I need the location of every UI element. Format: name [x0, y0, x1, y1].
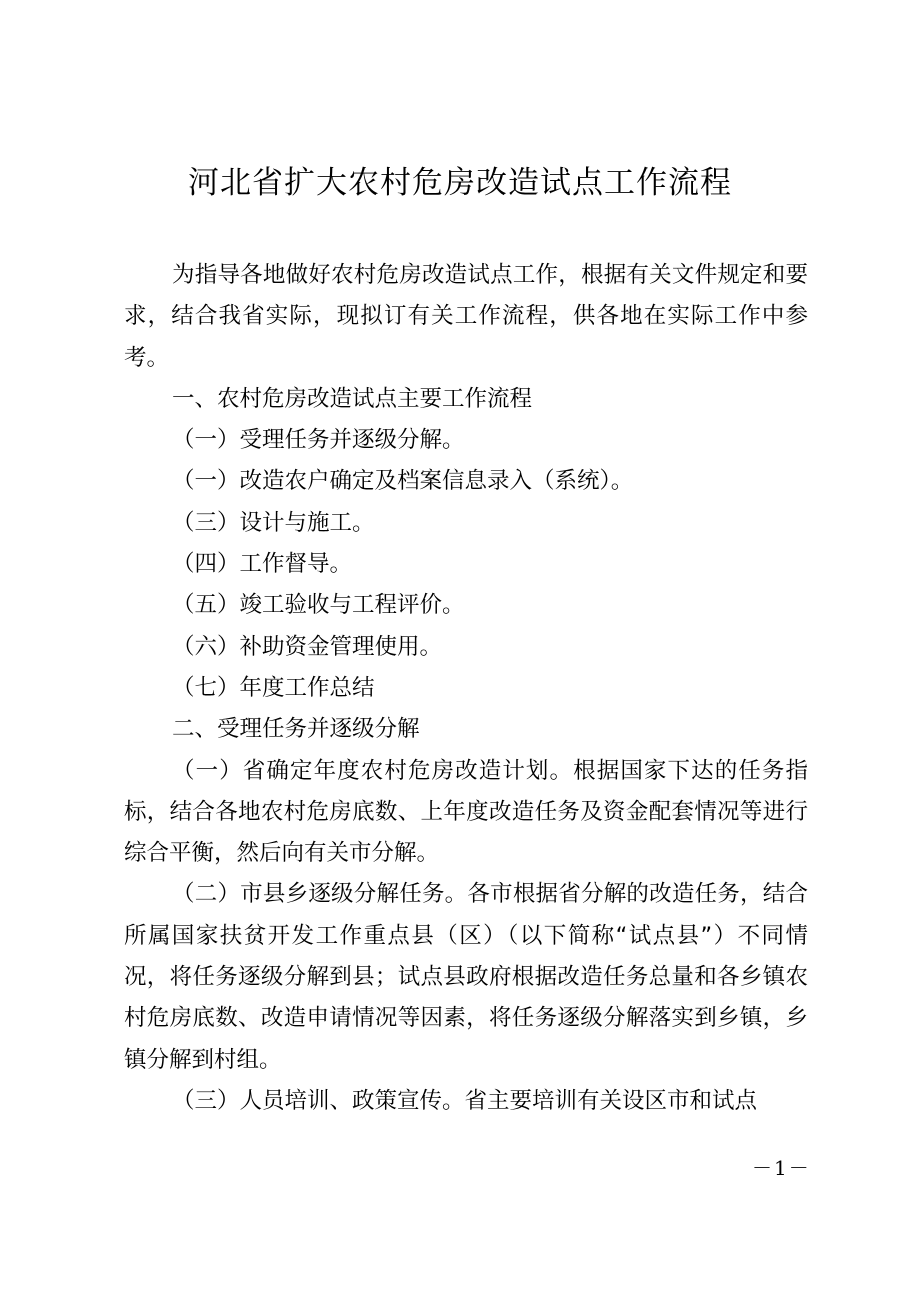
list-item: （七）年度工作总结 — [172, 674, 375, 701]
list-item: （三）设计与施工。 — [172, 509, 375, 536]
list-item: （四）工作督导。 — [172, 551, 353, 578]
body-paragraph: （一）省确定年度农村危房改造计划。根据国家下达的任务指标，结合各地农村危房底数、上年度改造任务及资金配套情况等进行综合平衡，然后向有关市分解。 — [124, 757, 808, 867]
list-item: （一）受理任务并逐级分解。 — [172, 427, 465, 454]
document-title: 河北省扩大农村危房改造试点工作流程 — [188, 165, 732, 201]
body-paragraph: （二）市县乡逐级分解任务。各市根据省分解的改造任务，结合所属国家扶贫开发工作重点县（区）（以下简称“试点县”）不同情况，将任务逐级分解到县；试点县政府根据改造任务总量和各乡镇农村危房底数、改造申请情况等因素，将任务逐级分解落实到乡镇，乡镇分解到村组。 — [124, 881, 808, 1073]
body-paragraph: （三）人员培训、政策宣传。省主要培训有关设区市和试点 — [172, 1087, 758, 1114]
document-body — [124, 255, 808, 1122]
section-heading-1: 一、农村危房改造试点主要工作流程 — [172, 385, 533, 412]
list-item: （六）补助资金管理使用。 — [172, 633, 443, 660]
list-item: （五）竣工验收与工程评价。 — [172, 592, 465, 619]
page-number: －1－ — [752, 1156, 811, 1180]
intro-paragraph: 为指导各地做好农村危房改造试点工作，根据有关文件规定和要求，结合我省实际，现拟订有关工作流程，供各地在实际工作中参考。 — [124, 262, 808, 371]
list-item: （一）改造农户确定及档案信息录入（系统）。 — [172, 468, 634, 495]
section-heading-2: 二、受理任务并逐级分解 — [172, 716, 420, 743]
